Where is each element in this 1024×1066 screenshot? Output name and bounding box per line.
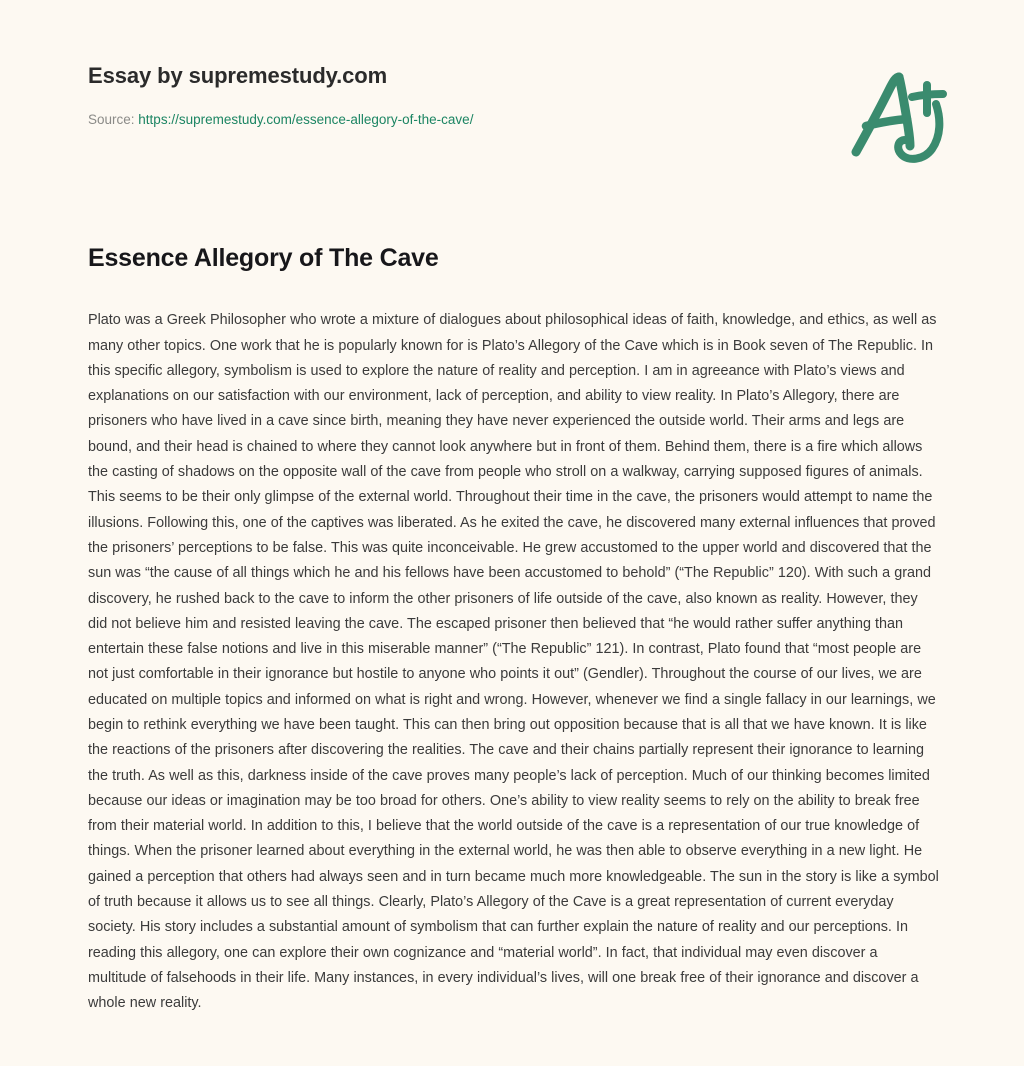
a-plus-logo-svg — [844, 64, 952, 168]
a-plus-logo-icon[interactable] — [844, 64, 952, 168]
header-text-block — [88, 62, 473, 129]
essay-container — [88, 243, 940, 1017]
page-title: Essence Allegory of The Cave — [88, 244, 439, 272]
source-line — [88, 111, 473, 130]
essay-body-text: Plato was a Greek Philosopher who wrote a mixture of dialogues about philosophical ideas of faith, knowledge, and ethics, as well as many other topics. One work that he is popularly known for is Plato’s Allegory of the Cave which is in Book seven of The Republic. In this specific allegory, symbolism is used to explore the nature of reality and perception. I am in agreeance with Plato’s views and explanations on our satisfaction with our environment, lack of perception, and ability to view reality. In Plato’s Allegory, there are prisoners who have lived in a cave since birth, meaning they have never experienced the outside world. Their arms and legs are bound, and their head is chained to where they cannot look anywhere but in front of them. Behind them, there is a fire which allows the casting of shadows on the opposite wall of the cave from people who stroll on a walkway, carrying supposed figures of animals. This seems to be their only glimpse of the external world. Throughout their time in the cave, the prisoners would attempt to name the illusions. Following this, one of the captives was liberated. As he exited the cave, he discovered many external influences that proved the prisoners’ perceptions to be false. This was quite inconceivable. He grew accustomed to the upper world and discovered that the sun was “the cause of all things which he and his fellows have been accustomed to behold” (“The Republic” 120). With such a grand discovery, he rushed back to the cave to inform the other prisoners of life outside of the cave, also known as reality. However, they did not believe him and resisted leaving the cave. The escaped prisoner then believed that “he would rather suffer anything than entertain these false notions and live in this miserable manner” (“The Republic” 121). In contrast, Plato found that “most people are not just comfortable in their ignorance but hostile to anyone who points it out” (Gendler). Throughout the course of our lives, we are educated on multiple topics and informed on what is right and wrong. However, whenever we find a single fallacy in our learnings, we begin to rethink everything we have been taught. This can then bring out opposition because that is all that we have known. It is like the reactions of the prisoners after discovering the realities. The cave and their chains partially represent their ignorance to learning the truth. As well as this, darkness inside of the cave proves many people’s lack of perception. Much of our thinking becomes limited because our ideas or imagination may be too broad for others. One’s ability to view reality seems to rely on the ability to break free from their material world. In addition to this, I believe that the world outside of the cave is a representation of our true knowledge of things. When the prisoner learned about everything in the external world, he was then able to observe everything in a new light. He gained a perception that others had always seen and in turn became much more knowledgeable. The sun in the story is like a symbol of truth because it allows us to see all things. Clearly, Plato’s Allegory of the Cave is a great representation of current everyday society. His story includes a substantial amount of symbolism that can further explain the nature of reality and our perceptions. In reading this allegory, one can explore their own cognizance and “material world”. In fact, that individual may even discover a multitude of falsehoods in their life. Many instances, in every individual’s lives, will one break free of their ignorance and discover a whole new reality. — [88, 312, 939, 1012]
source-label: Source: — [88, 111, 135, 127]
source-url-link[interactable]: https://supremestudy.com/essence-allegory-of-the-cave/ — [138, 111, 474, 127]
page-header — [88, 62, 952, 168]
brand-title: Essay by supremestudy.com — [88, 63, 388, 88]
